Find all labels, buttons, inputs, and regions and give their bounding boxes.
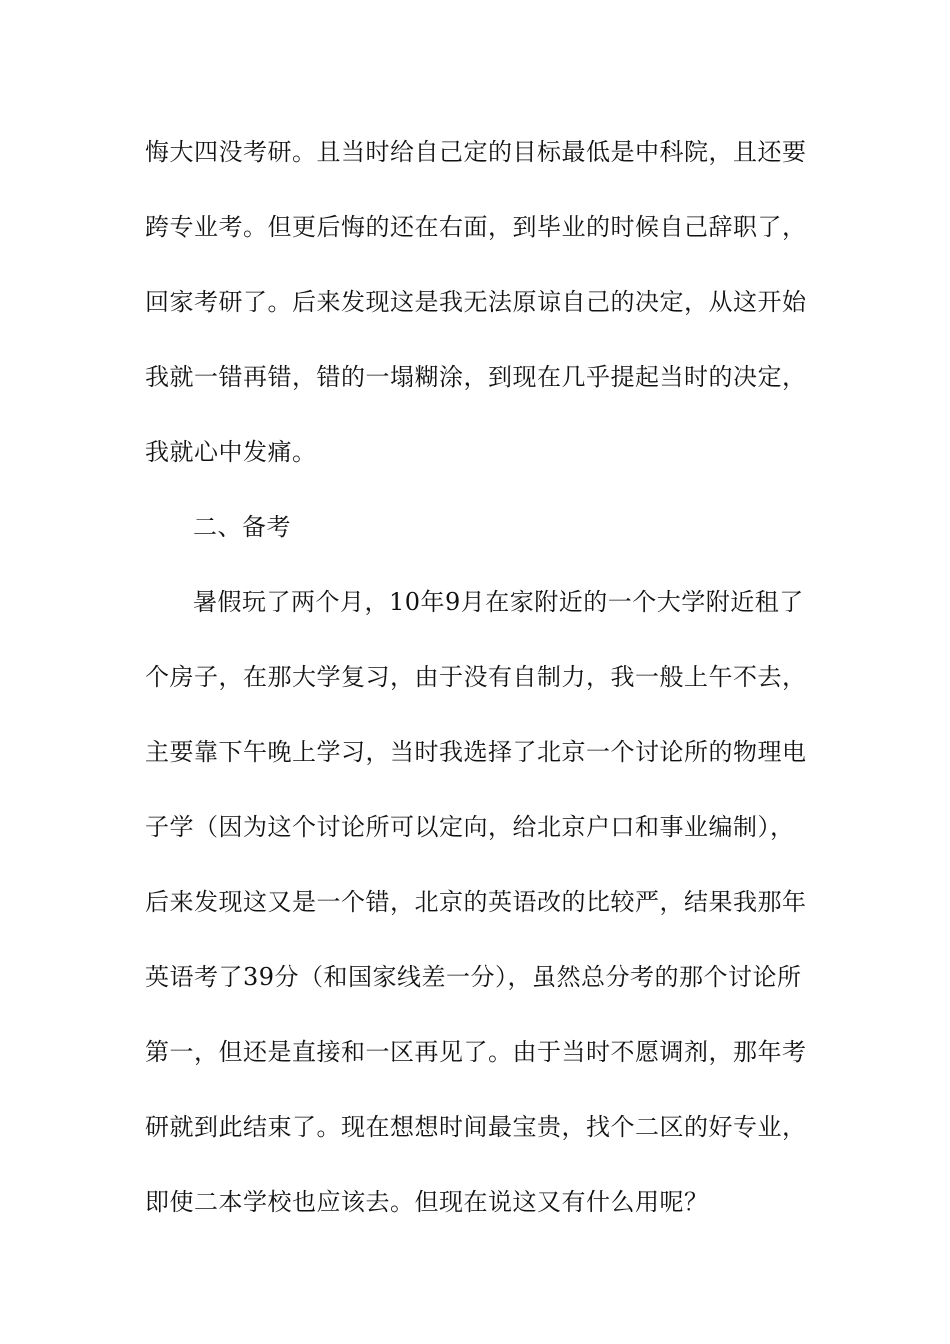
paragraph-line: 跨专业考。但更后悔的还在右面，到毕业的时候自己辞职了， <box>145 213 807 241</box>
paragraph-line: 回家考研了。后来发现这是我无法原谅自己的决定，从这开始 <box>145 288 807 316</box>
paragraph-line: 暑假玩了两个月，10年9月在家附近的一个大学附近租了 <box>193 588 804 616</box>
paragraph-line: 后来发现这又是一个错，北京的英语改的比较严，结果我那年 <box>145 888 807 916</box>
paragraph-line: 悔大四没考研。且当时给自己定的目标最低是中科院，且还要 <box>145 138 807 166</box>
paragraph-line: 主要靠下午晚上学习，当时我选择了北京一个讨论所的物理电 <box>145 738 807 766</box>
paragraph-line: 我就心中发痛。 <box>145 438 317 466</box>
paragraph-line: 第一，但还是直接和一区再见了。由于当时不愿调剂，那年考 <box>145 1038 807 1066</box>
paragraph-line: 子学（因为这个讨论所可以定向，给北京户口和事业编制）， <box>145 813 795 841</box>
paragraph-line: 个房子，在那大学复习，由于没有自制力，我一般上午不去， <box>145 663 807 691</box>
paragraph-line: 我就一错再错，错的一塌糊涂，到现在几乎提起当时的决定， <box>145 363 807 391</box>
paragraph-line: 英语考了39分（和国家线差一分），虽然总分考的那个讨论所 <box>145 963 802 991</box>
section-heading: 二、备考 <box>193 513 291 541</box>
paragraph-line: 即使二本学校也应该去。但现在说这又有什么用呢？ <box>145 1188 709 1216</box>
paragraph-line: 研就到此结束了。现在想想时间最宝贵，找个二区的好专业， <box>145 1113 807 1141</box>
